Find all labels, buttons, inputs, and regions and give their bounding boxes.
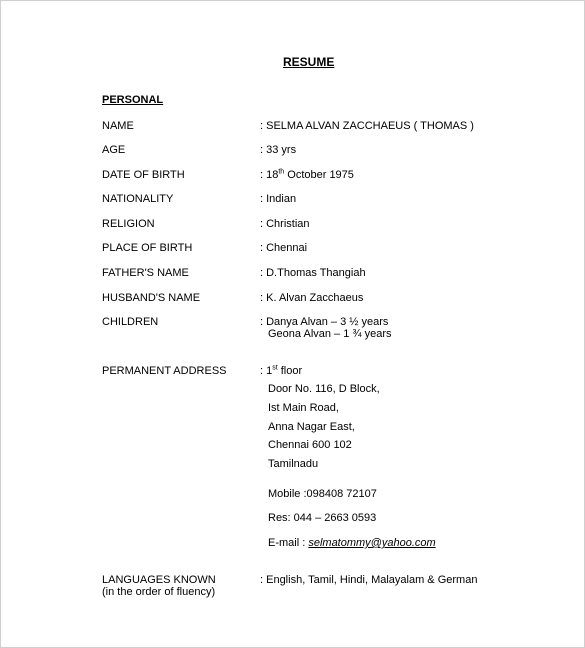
address-line: Ist Main Road, bbox=[268, 402, 339, 414]
father-label: FATHER'S NAME bbox=[102, 267, 189, 279]
section-heading-personal: PERSONAL bbox=[102, 94, 164, 106]
address-floor-number: : 1 bbox=[260, 365, 273, 377]
address-label: PERMANENT ADDRESS bbox=[102, 365, 227, 377]
children-line-2: Geona Alvan – 1 ¾ years bbox=[268, 328, 392, 340]
residence-phone: Res: 044 – 2663 0593 bbox=[268, 512, 377, 524]
address-floor-suffix: st bbox=[272, 364, 278, 372]
nationality-value: : Indian bbox=[260, 193, 297, 205]
languages-sublabel: (in the order of fluency) bbox=[102, 586, 216, 598]
email-line bbox=[268, 537, 436, 550]
religion-value: : Christian bbox=[260, 218, 310, 230]
children-label: CHILDREN bbox=[102, 316, 159, 328]
dob-suffix: th bbox=[278, 168, 285, 176]
pob-value: : Chennai bbox=[260, 242, 308, 254]
dob-value bbox=[260, 169, 354, 182]
pob-label: PLACE OF BIRTH bbox=[102, 242, 193, 254]
dob-month-year: October 1975 bbox=[284, 169, 354, 181]
address-line: Chennai 600 102 bbox=[268, 439, 352, 451]
languages-value: : English, Tamil, Hindi, Malayalam & German bbox=[260, 574, 478, 586]
age-value: : 33 yrs bbox=[260, 144, 297, 156]
name-value: : SELMA ALVAN ZACCHAEUS ( THOMAS ) bbox=[260, 120, 474, 132]
dob-day: : 18 bbox=[260, 169, 279, 181]
religion-label: RELIGION bbox=[102, 218, 155, 230]
husband-label: HUSBAND'S NAME bbox=[102, 292, 201, 304]
address-floor-word: floor bbox=[277, 365, 303, 377]
languages-label: LANGUAGES KNOWN bbox=[102, 574, 216, 586]
email-link[interactable]: selmatommy@yahoo.com bbox=[308, 537, 436, 549]
address-line: Tamilnadu bbox=[268, 458, 319, 470]
address-line-1 bbox=[260, 365, 302, 378]
father-value: : D.Thomas Thangiah bbox=[260, 267, 366, 279]
page-title: RESUME bbox=[283, 55, 335, 69]
mobile-number: Mobile :098408 72107 bbox=[268, 488, 377, 500]
husband-value: : K. Alvan Zacchaeus bbox=[260, 292, 364, 304]
address-line: Door No. 116, D Block, bbox=[268, 383, 380, 395]
address-line: Anna Nagar East, bbox=[268, 421, 355, 433]
name-label: NAME bbox=[102, 120, 134, 132]
dob-label: DATE OF BIRTH bbox=[102, 169, 185, 181]
nationality-label: NATIONALITY bbox=[102, 193, 174, 205]
age-label: AGE bbox=[102, 144, 126, 156]
email-label: E-mail : bbox=[268, 537, 309, 549]
children-line-1: : Danya Alvan – 3 ½ years bbox=[260, 316, 389, 328]
